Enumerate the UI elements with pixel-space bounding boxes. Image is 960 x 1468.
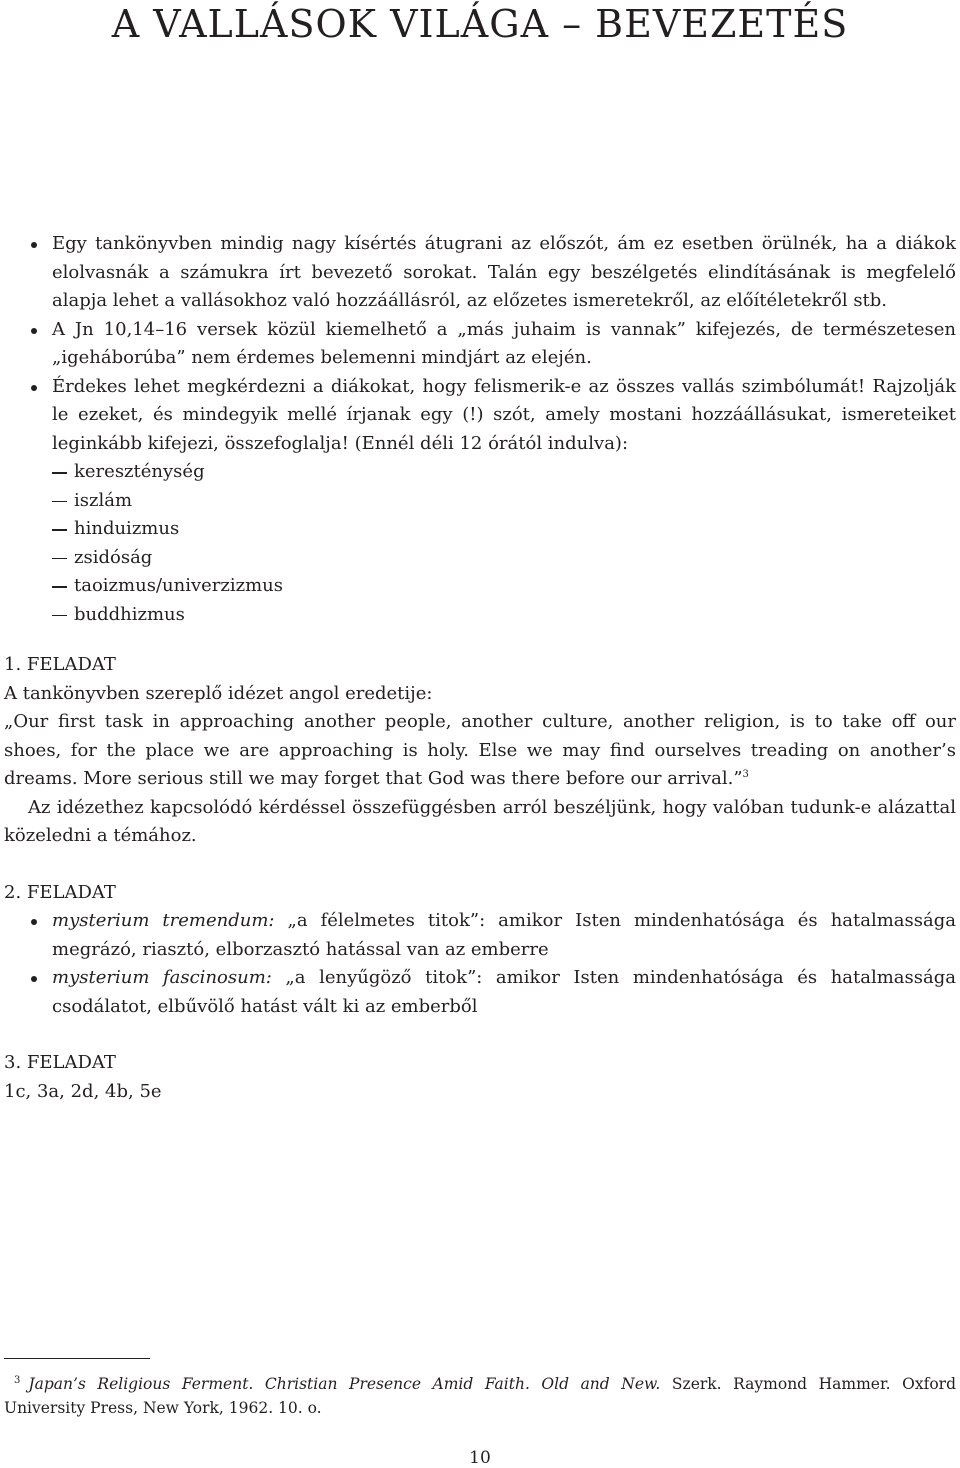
task1-intro: A tankönyvben szereplő idézet angol eredetije: (4, 682, 433, 704)
footnote-ref: 3 (742, 769, 749, 780)
footnote-number: 3 (14, 1375, 21, 1386)
task3-answer: 1c, 3a, 2d, 4b, 5e (4, 1080, 162, 1102)
main-content (4, 230, 956, 1106)
religion-item: taoizmus/univerzizmus (52, 572, 956, 601)
religion-item: hinduizmus (52, 515, 956, 544)
task2-text-2: „a lenyűgöző titok”: amikor Isten mindenhatósága és hatalmassága csodálatot, elbűvölő hatást vált ki az emberből (52, 967, 956, 1017)
religion-item: buddhizmus (52, 601, 956, 630)
task1-quote (4, 708, 956, 794)
task2-item-1 (4, 907, 956, 964)
intro-bullet-3 (4, 373, 956, 630)
footnote (4, 1369, 956, 1420)
religion-list (52, 458, 956, 629)
footnote-title: Japan’s Religious Ferment. Christian Presence Amid Faith. Old and New. (28, 1375, 661, 1394)
intro-bullet-1: Egy tankönyvben mindig nagy kísértés átugrani az előszót, ám ez esetben örülnék, ha a diákok elolvasnák a számukra írt bevezető sorokat. Talán egy beszélgetés elindításának is megfelelő alapja lehet a vallásokhoz való hozzáállásról, az előzetes ismeretekről, az előítéletekről stb. (4, 230, 956, 316)
religion-item: iszlám (52, 487, 956, 516)
page-title: A VALLÁSOK VILÁGA – BEVEZETÉS (111, 2, 849, 46)
task1-comment: Az idézethez kapcsolódó kérdéssel összefüggésben arról beszéljünk, hogy valóban tudunk-e alázattal közeledni a témához. (4, 796, 956, 846)
task2-heading: 2. FELADAT (4, 881, 116, 903)
task2-term-1: mysterium tremendum: (52, 910, 275, 931)
intro-bullet-3-text: Érdekes lehet megkérdezni a diákokat, hogy felismerik-e az összes vallás szimbólumát! Rajzolják le ezeket, és mindegyik mellé írjanak egy (!) szót, amely mostani hozzáállásukat, ismereteiket leginkább kifejezi, összefoglalja! (Ennél déli 12 órától indulva): (52, 375, 956, 454)
page-number: 10 (469, 1448, 491, 1468)
footnote-divider (4, 1358, 150, 1359)
religion-item: zsidóság (52, 544, 956, 573)
intro-bullet-list (4, 230, 956, 629)
task2-list (4, 907, 956, 1021)
intro-bullet-2: A Jn 10,14–16 versek közül kiemelhető a „más juhaim is vannak” kifejezés, de természetesen „igeháborúba” nem érdemes belemenni mindjárt az elején. (4, 316, 956, 373)
task1-quote-text: „Our first task in approaching another people, another culture, another religion, is to take off our shoes, for the place we are approaching is holy. Else we may find ourselves treading on another’s dreams. More serious still we may forget that God was there before our arrival.” (4, 711, 956, 789)
task2-text-1: „a félelmetes titok”: amikor Isten mindenhatósága és hatalmassága megrázó, riasztó, elborzasztó hatással van az emberre (52, 910, 957, 960)
footnote-text: Szerk. Raymond Hammer. Oxford University Press, New York, 1962. 10. o. (4, 1375, 956, 1418)
task3-heading: 3. FELADAT (4, 1052, 116, 1073)
task2-item-2 (4, 964, 956, 1021)
religion-item: kereszténység (52, 458, 956, 487)
task1-heading: 1. FELADAT (4, 654, 116, 675)
task2-term-2: mysterium fascinosum: (52, 967, 272, 988)
